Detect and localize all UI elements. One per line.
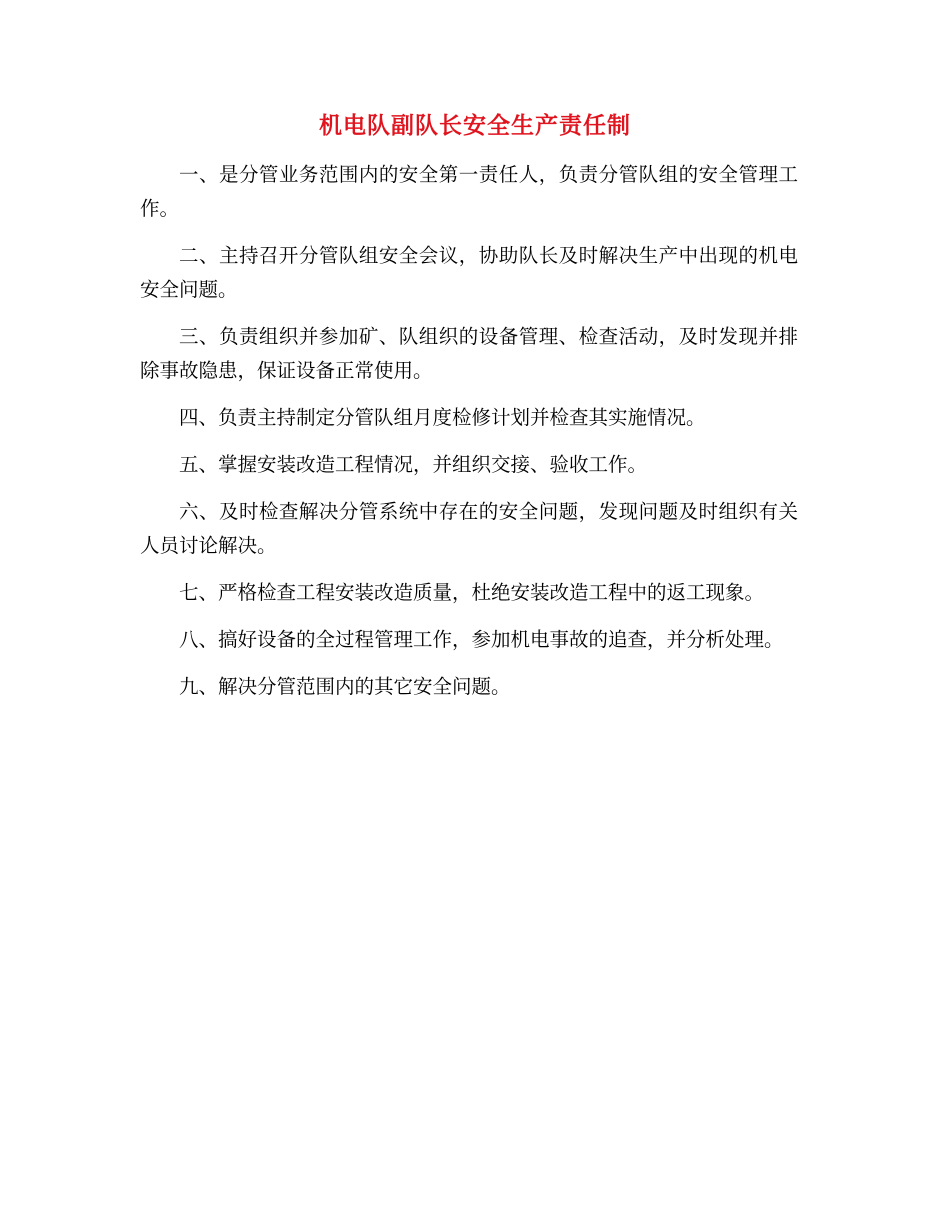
paragraph-3: 三、负责组织并参加矿、队组织的设备管理、检查活动，及时发现并排除事故隐患，保证设备正常使用。 xyxy=(140,325,798,382)
paragraph-9: 九、解决分管范围内的其它安全问题。 xyxy=(179,675,511,698)
paragraph-5: 五、掌握安装改造工程情况，并组织交接、验收工作。 xyxy=(179,453,648,476)
document-body xyxy=(140,158,798,717)
paragraph-2: 二、主持召开分管队组安全会议，协助队长及时解决生产中出现的机电安全问题。 xyxy=(140,244,798,301)
paragraph-4: 四、负责主持制定分管队组月度检修计划并检查其实施情况。 xyxy=(179,406,706,429)
paragraph-1: 一、是分管业务范围内的安全第一责任人，负责分管队组的安全管理工作。 xyxy=(140,163,798,220)
paragraph-7: 七、严格检查工程安装改造质量，杜绝安装改造工程中的返工现象。 xyxy=(179,581,765,604)
paragraph-8: 八、搞好设备的全过程管理工作，参加机电事故的追查，并分析处理。 xyxy=(179,628,784,651)
document-title: 机电队副队长安全生产责任制 xyxy=(319,113,631,139)
paragraph-6: 六、及时检查解决分管系统中存在的安全问题，发现问题及时组织有关人员讨论解决。 xyxy=(140,500,798,557)
